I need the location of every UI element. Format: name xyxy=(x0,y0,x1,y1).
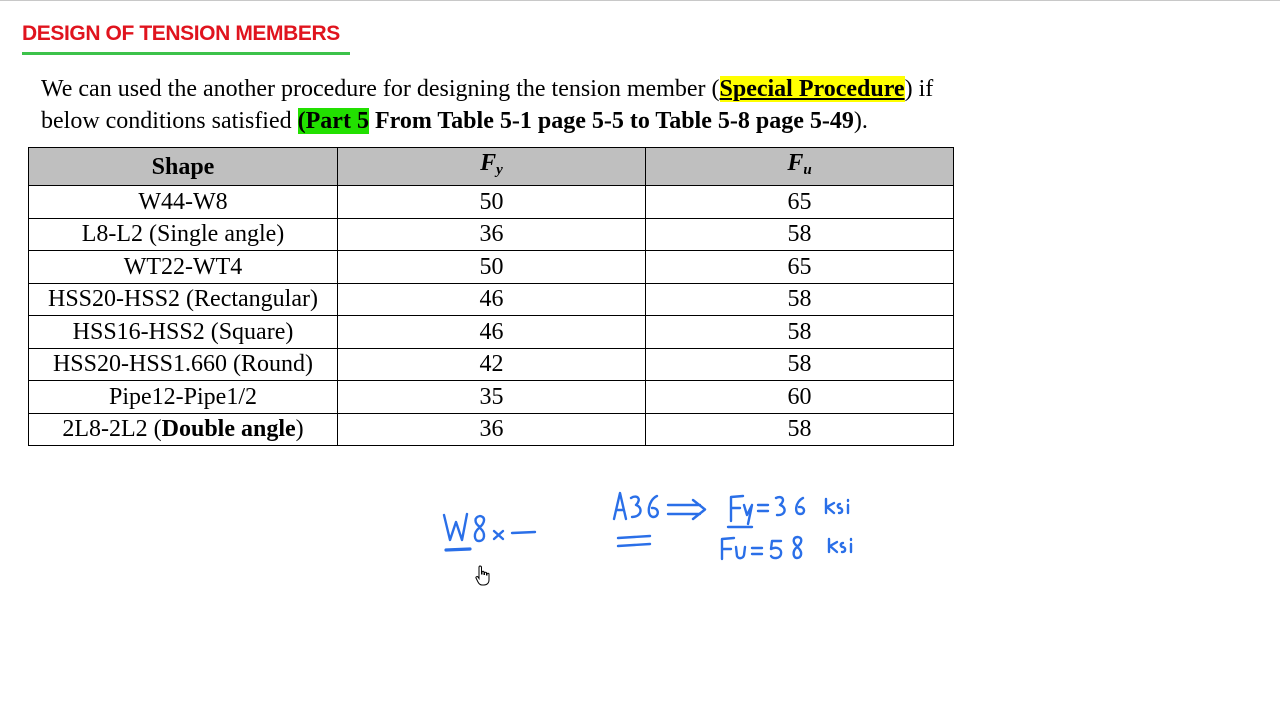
paragraph-text: ) if xyxy=(904,76,934,102)
cell-fu: 58 xyxy=(646,348,954,381)
shape-text: 2L8-2L2 ( xyxy=(62,416,162,443)
hand-underline-stroke xyxy=(446,549,470,550)
part5-highlight: (Part 5 xyxy=(297,108,369,134)
hand-cursor-icon xyxy=(475,565,491,587)
hand-f-stroke xyxy=(722,538,734,559)
fu-letter: F xyxy=(787,150,804,176)
paragraph-text: ). xyxy=(853,108,868,134)
shape-text: HSS20-HSS1.660 (Round) xyxy=(52,351,314,378)
hand-y-stroke xyxy=(744,505,752,524)
header-shape: Shape xyxy=(29,148,338,186)
shape-text: Pipe12-Pipe1/2 xyxy=(109,383,257,410)
special-procedure-highlight: Special Procedure xyxy=(719,76,905,102)
cell-fy: 42 xyxy=(338,348,646,381)
shape-text: W44-W8 xyxy=(138,188,228,215)
hand-ksi-stroke xyxy=(826,499,848,513)
handwritten-fy-line xyxy=(728,496,848,527)
fy-subscript: y xyxy=(496,162,503,178)
handwritten-implies-arrow xyxy=(668,500,705,519)
cell-fu: 58 xyxy=(646,413,954,446)
cell-fy: 46 xyxy=(338,316,646,349)
cell-fy: 36 xyxy=(338,413,646,446)
cell-fu: 58 xyxy=(646,283,954,316)
cell-fu: 58 xyxy=(646,316,954,349)
hand-f-stroke xyxy=(731,496,743,521)
paragraph-text: below conditions satisfied xyxy=(41,108,298,134)
hand-5-stroke xyxy=(771,541,781,558)
hand-ksi-stroke xyxy=(829,539,851,552)
handwritten-a36 xyxy=(614,493,658,546)
handwritten-note-left xyxy=(444,514,535,550)
shape-end-text: ) xyxy=(295,416,304,443)
hand-a-stroke xyxy=(614,493,626,519)
cell-fy: 50 xyxy=(338,186,646,219)
hand-equals-stroke xyxy=(758,505,768,511)
cell-fu: 65 xyxy=(646,251,954,284)
handwritten-fu-line xyxy=(722,537,851,559)
hand-w8-strokes xyxy=(444,514,467,540)
table-reference: From Table 5-1 page 5-5 to Table 5-8 page 5-49 xyxy=(368,108,854,134)
shape-text: HSS20-HSS2 (Rectangular) xyxy=(48,286,318,313)
hand-3-stroke xyxy=(776,497,785,515)
cell-fy: 35 xyxy=(338,381,646,414)
page-title: DESIGN OF TENSION MEMBERS xyxy=(22,22,340,45)
hand-equals-underline xyxy=(618,536,650,546)
shape-text: L8-L2 (Single angle) xyxy=(81,221,285,248)
hand-dash-stroke xyxy=(512,532,535,533)
hand-cross-stroke xyxy=(494,531,503,539)
fy-letter: F xyxy=(480,150,497,176)
hand-6-stroke xyxy=(649,496,658,517)
cell-fu: 58 xyxy=(646,218,954,251)
paragraph-text: We can used the another procedure for designing the tension member ( xyxy=(41,76,720,102)
hand-6-stroke xyxy=(796,498,804,514)
hand-3-stroke xyxy=(631,497,641,517)
shape-text: WT22-WT4 xyxy=(123,253,243,280)
hand-8-stroke xyxy=(475,516,484,541)
hand-8-stroke xyxy=(794,537,802,558)
hand-u-stroke xyxy=(736,547,745,558)
fu-subscript: u xyxy=(803,162,812,178)
cell-fy: 36 xyxy=(338,218,646,251)
cell-fy: 46 xyxy=(338,283,646,316)
hand-equals-stroke xyxy=(752,548,762,554)
shape-text: HSS16-HSS2 (Square) xyxy=(72,318,294,345)
cell-fu: 65 xyxy=(646,186,954,219)
shape-bold-text: Double angle xyxy=(161,416,296,443)
cell-fu: 60 xyxy=(646,381,954,414)
cell-fy: 50 xyxy=(338,251,646,284)
